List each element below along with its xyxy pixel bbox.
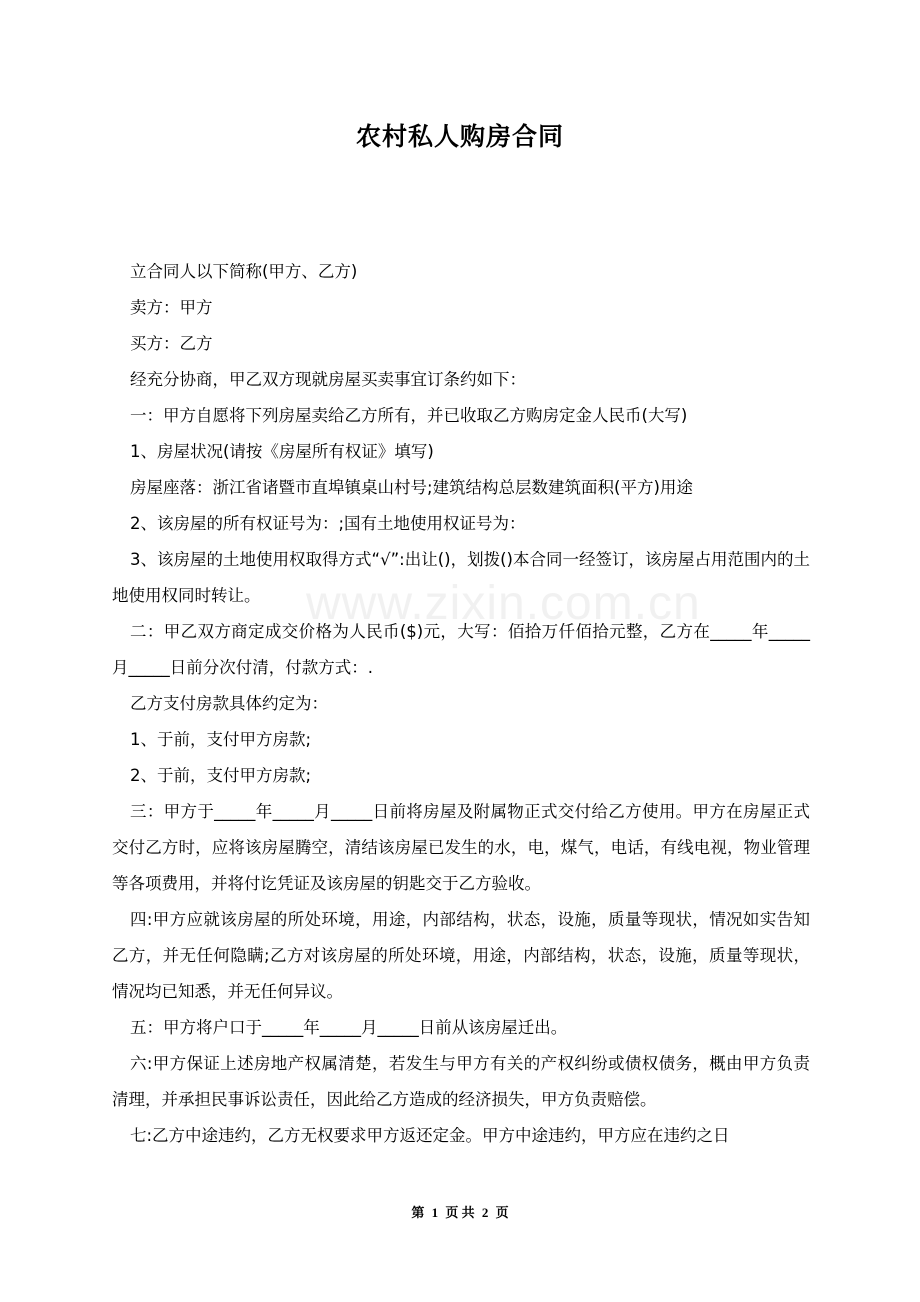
paragraph-clause-1-item-1: 1、房屋状况(请按《房屋所有权证》填写) (130, 442, 434, 461)
paragraph-clause-1-item-2: 2、该房屋的所有权证号为：;国有土地使用权证号为： (130, 514, 526, 533)
page-current: 1 (431, 1205, 439, 1220)
paragraph-clause-7: 七:乙方中途违约，乙方无权要求甲方返还定金。甲方中途违约，甲方应在违约之日 (130, 1126, 730, 1145)
page-prefix: 第 (411, 1205, 425, 1220)
paragraph-payment-2: 2、于前，支付甲方房款; (130, 766, 312, 785)
paragraph-payment-1: 1、于前，支付甲方房款; (130, 730, 312, 749)
page-total: 2 (481, 1205, 489, 1220)
paragraph-house-location: 房屋座落：浙江省诸暨市直埠镇桌山村号;建筑结构总层数建筑面积(平方)用途 (130, 478, 693, 497)
contract-body (112, 254, 810, 1154)
paragraph-seller: 卖方：甲方 (130, 298, 213, 317)
watermark: www.zixin.com.cn (306, 577, 701, 630)
paragraph-intro: 立合同人以下简称(甲方、乙方) (130, 262, 358, 281)
paragraph-clause-4: 四:甲方应就该房屋的所处环境，用途，内部结构，状态，设施，质量等现状，情况如实告知乙方，并无任何隐瞒;乙方对该房屋的所处环境，用途，内部结构，状态，设施，质量等现状，情况均已知悉，并无任何异议。 (112, 910, 810, 1001)
paragraph-clause-2: 二：甲乙双方商定成交价格为人民币($)元，大写：佰拾万仟佰拾元整，乙方在_____年_____月_____日前分次付清，付款方式：. (112, 622, 810, 677)
paragraph-clause-5: 五：甲方将户口于_____年_____月_____日前从该房屋迁出。 (130, 1018, 568, 1037)
document-title: 农村私人购房合同 (355, 122, 564, 151)
paragraph-clause-3: 三：甲方于_____年_____月_____日前将房屋及附属物正式交付给乙方使用。甲方在房屋正式交付乙方时，应将该房屋腾空，清结该房屋已发生的水，电，煤气，电话，有线电视，物业管理等各项费用，并将付讫凭证及该房屋的钥匙交于乙方验收。 (112, 802, 810, 893)
paragraph-payment-terms: 乙方支付房款具体约定为： (130, 694, 328, 713)
paragraph-preamble: 经充分协商，甲乙双方现就房屋买卖事宜订条约如下： (130, 370, 526, 389)
paragraph-clause-1: 一：甲方自愿将下列房屋卖给乙方所有，并已收取乙方购房定金人民币(大写) (130, 406, 688, 425)
paragraph-clause-6: 六:甲方保证上述房地产权属清楚，若发生与甲方有关的产权纠纷或债权债务，概由甲方负责清理，并承担民事诉讼责任，因此给乙方造成的经济损失，甲方负责赔偿。 (112, 1054, 810, 1109)
paragraph-clause-1-item-3: 3、该房屋的土地使用权取得方式“√”:出让()，划拨()本合同一经签订，该房屋占用范围内的土地使用权同时转让。 (112, 550, 810, 605)
page-mid: 页 共 (445, 1205, 475, 1220)
page-suffix: 页 (495, 1205, 509, 1220)
page-footer (0, 1203, 920, 1223)
paragraph-buyer: 买方：乙方 (130, 334, 213, 353)
